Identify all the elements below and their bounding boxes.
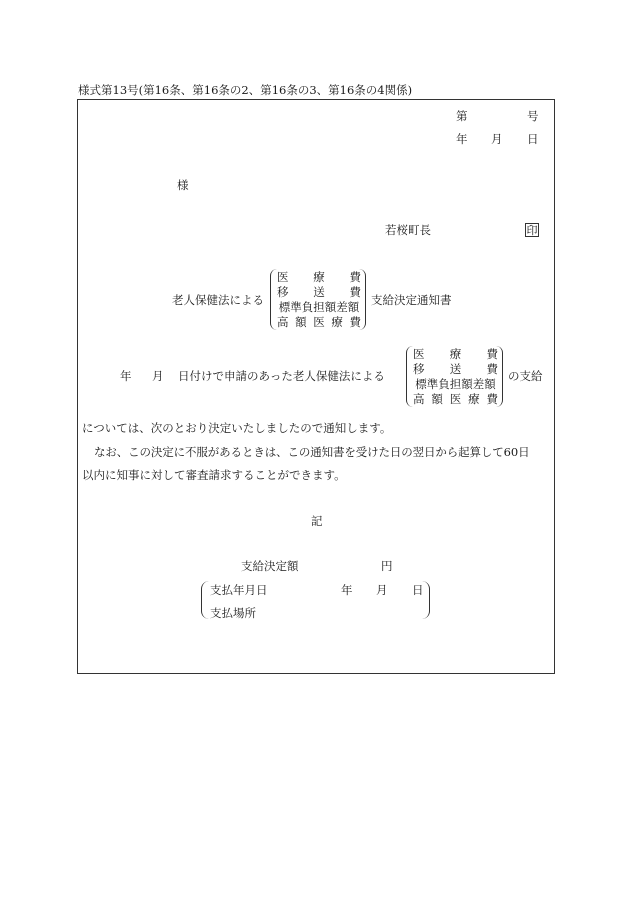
brace-item-row <box>277 272 361 284</box>
form-label: 様式第13号(第16条、第16条の2、第16条の3、第16条の4関係) <box>78 83 413 97</box>
brace-item-char: 標準負担額差額 <box>278 300 360 314</box>
body-year: 年 <box>120 369 132 383</box>
brace-item-char: 医 <box>413 347 425 361</box>
brace-item-char: 額 <box>295 315 307 329</box>
payment-month: 月 <box>376 583 388 597</box>
brace-item-char: 額 <box>431 392 443 406</box>
brace-item-row <box>413 349 498 361</box>
addressee-suffix: 様 <box>177 178 189 192</box>
brace-item-char: 高 <box>277 315 289 329</box>
amount-yen: 円 <box>381 559 393 573</box>
date-day: 日 <box>527 132 539 146</box>
body-line1-end: の支給 <box>508 369 543 383</box>
brace-item-char: 高 <box>413 392 425 406</box>
date-month: 月 <box>491 132 503 146</box>
title-prefix: 老人保健法による <box>172 293 264 307</box>
brace-item-char: 費 <box>349 285 361 299</box>
payment-place-label: 支払場所 <box>210 606 256 620</box>
brace-item-char: 移 <box>413 362 425 376</box>
brace-item-row <box>277 287 361 299</box>
brace-item-char: 療 <box>449 347 462 361</box>
payment-year: 年 <box>341 583 353 597</box>
brace-item-char: 費 <box>486 362 498 376</box>
brace-item-char: 医 <box>313 315 325 329</box>
body-line2: については、次のとおり決定いたしましたので通知します。 <box>82 421 392 435</box>
body-line3: なお、この決定に不服があるときは、この通知書を受けた日の翌日から起算して60日 <box>94 445 530 459</box>
body-line4: 以内に知事に対して審査請求することができます。 <box>82 468 346 482</box>
date-year: 年 <box>456 132 468 146</box>
brace-item-row <box>413 364 498 376</box>
brace-item-char: 費 <box>349 270 361 284</box>
brace-item-char: 療 <box>331 315 343 329</box>
brace-item-char: 費 <box>486 347 498 361</box>
payment-day: 日 <box>412 583 424 597</box>
brace-item-char: 療 <box>313 270 325 284</box>
body-month: 月 <box>152 369 164 383</box>
brace-item-char: 送 <box>449 362 462 376</box>
brace-item-char: 医 <box>449 392 462 406</box>
brace-item-row <box>277 317 361 329</box>
amount-label: 支給決定額 <box>241 559 299 573</box>
body-line1-text: 日付けで申請のあった老人保健法による <box>178 369 385 383</box>
brace-item-row <box>277 302 361 314</box>
brace-item-char: 療 <box>468 392 480 406</box>
number-prefix: 第 <box>456 109 468 123</box>
brace-item-char: 送 <box>313 285 325 299</box>
seal-mark: 印 <box>526 224 538 237</box>
brace-item-row <box>413 379 498 391</box>
brace-item-char: 費 <box>349 315 361 329</box>
title-suffix: 支給決定通知書 <box>371 293 452 307</box>
issuer-name: 若桜町長 <box>385 223 431 237</box>
number-suffix: 号 <box>527 109 539 123</box>
brace-item-char: 移 <box>277 285 289 299</box>
brace-item-char: 費 <box>486 392 498 406</box>
brace-item-row <box>413 394 498 406</box>
brace-item-char: 医 <box>277 270 289 284</box>
brace-item-char: 標準負担額差額 <box>415 377 496 391</box>
payment-date-label: 支払年月日 <box>210 583 268 597</box>
ki-heading: 記 <box>311 514 323 528</box>
